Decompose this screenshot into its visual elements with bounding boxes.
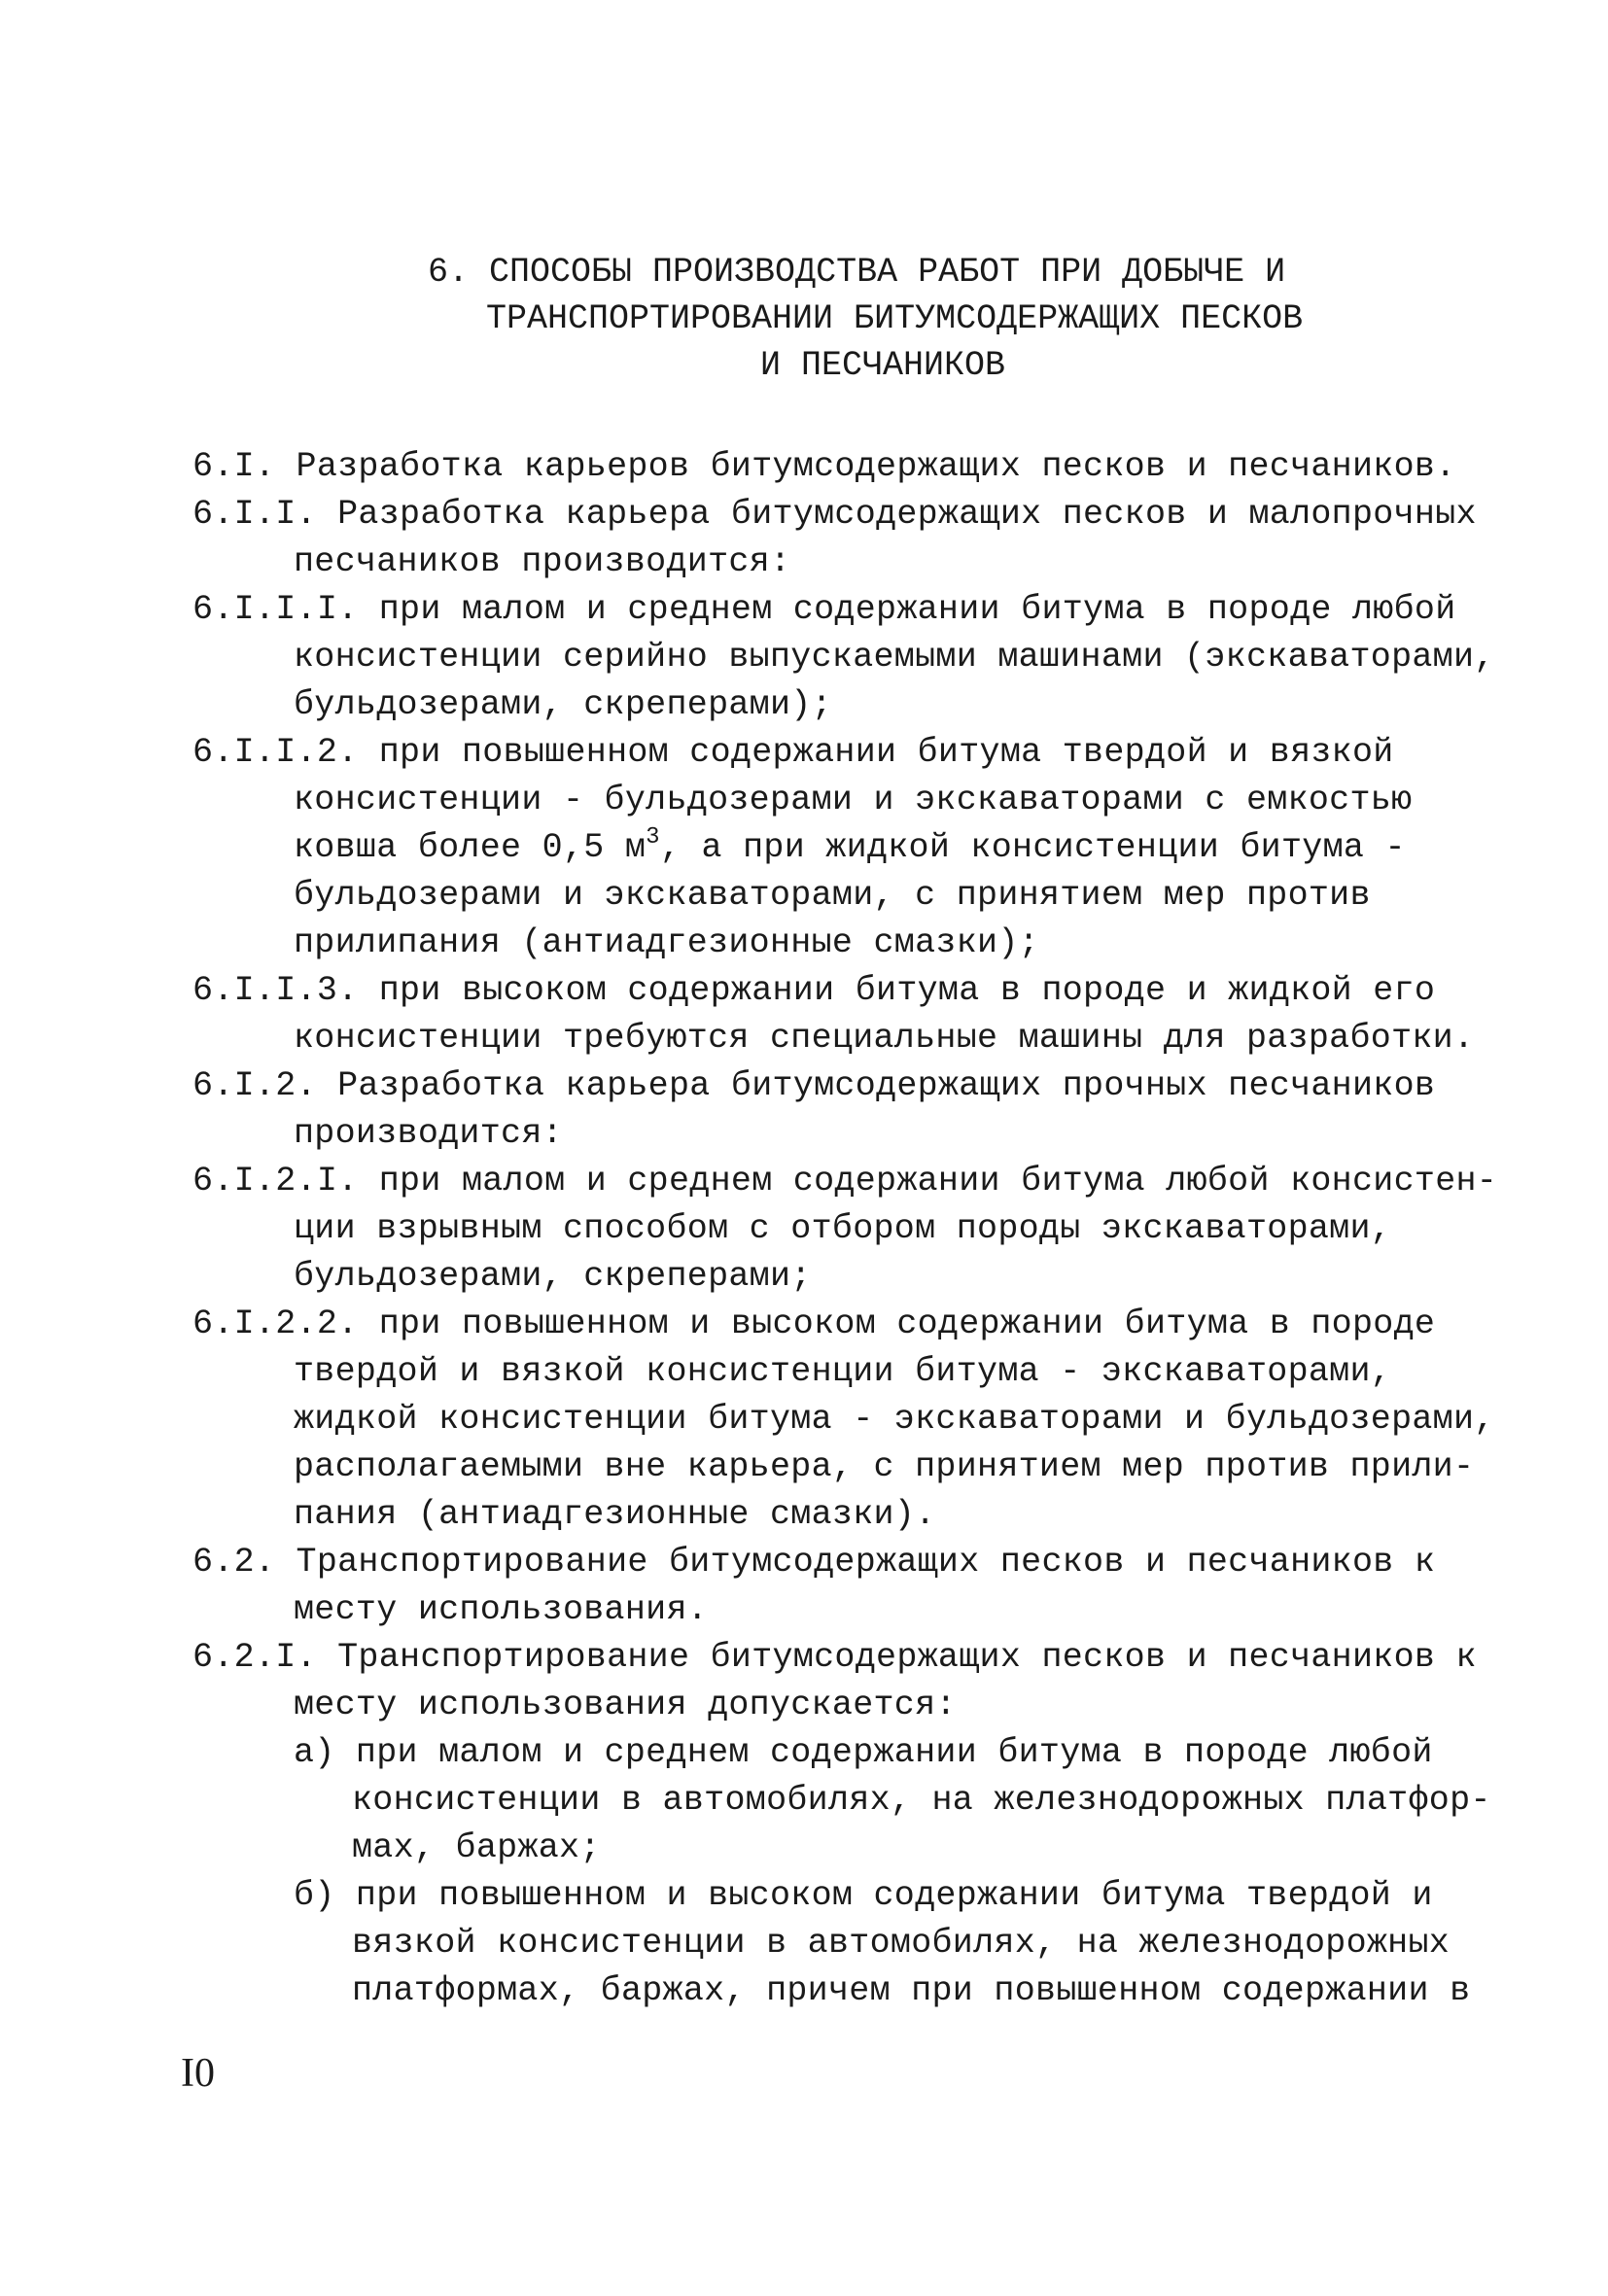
paragraph-6-1-2-2-cont: жидкой консистенции битума - экскаваторами и бульдозерами, — [294, 1400, 1495, 1439]
paragraph-6-2-cont: месту использования. — [294, 1590, 709, 1629]
paragraph-6-1-2-cont: производится: — [294, 1114, 563, 1153]
paragraph-6-1-2-2: 6.I.2.2. при повышенном и высоком содержании битума в породе — [192, 1305, 1436, 1343]
list-item-a-cont: консистенции в автомобилях, на железнодорожных платфор- — [352, 1781, 1491, 1820]
page-number: I0 — [181, 2051, 215, 2096]
paragraph-6-1: 6.I. Разработка карьеров битумсодержащих песков и песчаников. — [192, 447, 1456, 486]
paragraph-6-1-2-1: 6.I.2.I. при малом и среднем содержании битума любой консистен- — [192, 1162, 1498, 1200]
paragraph-6-2-1: 6.2.I. Транспортирование битумсодержащих песков и песчаников к — [192, 1638, 1477, 1677]
paragraph-6-1-1-3-cont: консистенции требуются специальные машины для разработки. — [294, 1019, 1475, 1058]
list-item-b: б) при повышенном и высоком содержании битума твердой и — [294, 1876, 1433, 1915]
paragraph-6-1-2-2-cont: располагаемыми вне карьера, с принятием мер против прили- — [294, 1447, 1475, 1486]
paragraph-6-1-1-2-cont: прилипания (антиадгезионные смазки); — [294, 923, 1039, 962]
paragraph-6-1-1-3: 6.I.I.3. при высоком содержании битума в породе и жидкой его — [192, 971, 1436, 1010]
paragraph-6-1-1-cont: песчаников производится: — [294, 542, 791, 581]
list-item-b-cont: платформах, баржах, причем при повышенном содержании в — [352, 1971, 1471, 2010]
paragraph-6-1-1: 6.I.I. Разработка карьера битумсодержащих песков и малопрочных — [192, 495, 1477, 534]
paragraph-6-1-1-1: 6.I.I.I. при малом и среднем содержании битума в породе любой — [192, 590, 1456, 629]
paragraph-6-2: 6.2. Транспортирование битумсодержащих песков и песчаников к — [192, 1543, 1436, 1582]
text-segment: , а при жидкой консистенции битума - — [659, 828, 1406, 867]
paragraph-6-1-1-2-cont: бульдозерами и экскаваторами, с принятием мер против — [294, 876, 1371, 915]
paragraph-6-1-2-2-cont: пания (антиадгезионные смазки). — [294, 1495, 936, 1534]
title-line-2: ТРАНСПОРТИРОВАНИИ БИТУМСОДЕРЖАЩИХ ПЕСКОВ — [486, 299, 1304, 338]
paragraph-6-1-2-1-cont: ции взрывным способом с отбором породы экскаваторами, — [294, 1209, 1392, 1248]
title-line-3: И ПЕСЧАНИКОВ — [760, 346, 1006, 385]
paragraph-6-1-2-2-cont: твердой и вязкой консистенции битума - экскаваторами, — [294, 1352, 1392, 1391]
paragraph-6-1-1-1-cont: консистенции серийно выпускаемыми машинами (экскаваторами, — [294, 638, 1495, 677]
text-segment: ковша более 0,5 м — [294, 828, 647, 867]
paragraph-6-1-1-2-cont: консистенции - бульдозерами и экскаваторами с емкостью — [294, 781, 1413, 819]
paragraph-6-1-2-1-cont: бульдозерами, скреперами; — [294, 1257, 812, 1296]
paragraph-6-2-1-cont: месту использования допускается: — [294, 1686, 957, 1724]
list-item-a-cont: мах, баржах; — [352, 1828, 601, 1867]
title-line-1: 6. СПОСОБЫ ПРОИЗВОДСТВА РАБОТ ПРИ ДОБЫЧЕ И — [428, 253, 1286, 292]
superscript: 3 — [646, 824, 660, 851]
paragraph-6-1-1-2-cont — [294, 826, 1406, 869]
paragraph-6-1-2: 6.I.2. Разработка карьера битумсодержащих прочных песчаников — [192, 1066, 1436, 1105]
paragraph-6-1-1-2: 6.I.I.2. при повышенном содержании битума твердой и вязкой — [192, 733, 1394, 772]
list-item-b-cont: вязкой консистенции в автомобилях, на железнодорожных — [352, 1924, 1451, 1963]
paragraph-6-1-1-1-cont: бульдозерами, скреперами); — [294, 685, 832, 724]
list-item-a: а) при малом и среднем содержании битума в породе любой — [294, 1733, 1433, 1772]
